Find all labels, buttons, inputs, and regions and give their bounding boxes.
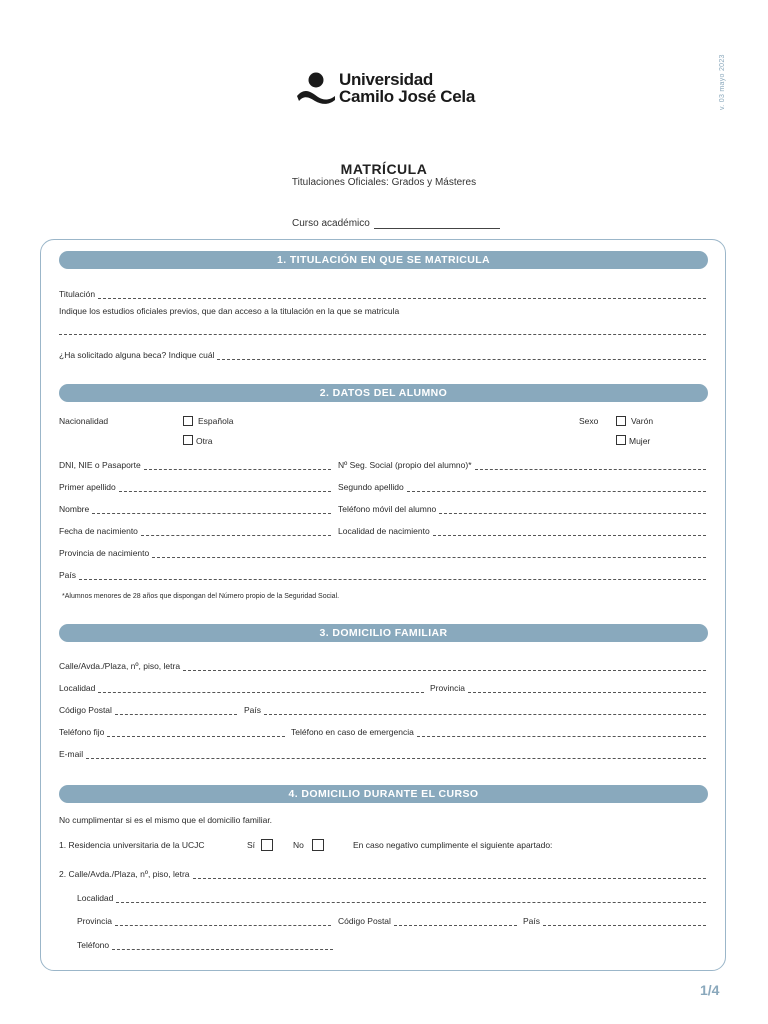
cp-curso-field[interactable] [338,914,517,926]
telefono-fijo-field[interactable] [59,725,285,737]
logo-line-1: Universidad [339,70,434,89]
provincia-nacimiento-field[interactable] [59,546,706,558]
pais-label: País [59,570,77,580]
mujer-checkbox[interactable] [616,435,626,445]
residencia-label: 1. Residencia universitaria de la UCJC [59,840,205,850]
university-logo [296,72,476,108]
varon-label: Varón [631,416,654,426]
course-label: Curso académico [292,218,370,229]
email-field[interactable] [59,747,706,759]
localidad-familiar-field[interactable] [59,681,424,693]
no-label: No [293,840,304,850]
telefono-fijo-label: Teléfono fijo [59,727,105,737]
document-subtitle: Titulaciones Oficiales: Grados y Másteres [291,177,477,188]
page-number: 1/4 [700,982,720,998]
dni-field[interactable] [59,458,331,470]
nombre-field[interactable] [59,502,331,514]
aviso-label: No cumplimentar si es el mismo que el domicilio familiar. [59,815,273,825]
section-3-header: 3. DOMICILIO FAMILIAR [59,624,708,642]
sexo-label: Sexo [579,416,599,426]
provincia-familiar-label: Provincia [430,683,465,693]
telefono-emergencia-field[interactable] [291,725,706,737]
pais-familiar-label: País [244,705,262,715]
segundo-apellido-label: Segundo apellido [338,482,404,492]
estudios-previos-line[interactable] [59,334,706,335]
no-checkbox[interactable] [312,839,324,851]
otra-label: Otra [196,436,213,446]
provincia-familiar-field[interactable] [430,681,706,693]
otra-checkbox[interactable] [183,435,193,445]
section-2-header: 2. DATOS DEL ALUMNO [59,384,708,402]
fecha-nacimiento-label: Fecha de nacimiento [59,526,138,536]
cp-curso-label: Código Postal [338,916,391,926]
document-title: MATRÍCULA [340,161,428,177]
si-checkbox[interactable] [261,839,273,851]
course-input-line[interactable] [374,216,500,229]
calle-curso-field[interactable] [59,867,706,879]
beca-field[interactable] [59,348,706,360]
si-label: Sí [247,840,256,850]
titulacion-field[interactable] [59,287,706,299]
movil-label: Teléfono móvil del alumno [338,504,437,514]
primer-apellido-label: Primer apellido [59,482,116,492]
section-4-header: 4. DOMICILIO DURANTE EL CURSO [59,785,708,803]
logo-figure-icon [296,72,336,106]
segundo-apellido-field[interactable] [338,480,706,492]
version-label: v. 03 mayo 2023 [719,54,726,110]
telefono-curso-label: Teléfono [77,940,110,950]
espanola-label: Española [198,416,234,426]
provincia-nacimiento-label: Provincia de nacimiento [59,548,150,558]
seguridad-social-note: *Alumnos menores de 28 años que dispongan del Número propio de la Seguridad Social. [62,593,340,600]
fecha-nacimiento-field[interactable] [59,524,331,536]
movil-field[interactable] [338,502,706,514]
espanola-checkbox[interactable] [183,416,193,426]
titulacion-label: Titulación [59,289,96,299]
telefono-curso-field[interactable] [77,938,333,950]
pais-field[interactable] [59,568,706,580]
provincia-curso-field[interactable] [77,914,331,926]
mujer-label: Mujer [629,436,651,446]
cp-familiar-label: Código Postal [59,705,112,715]
localidad-nacimiento-field[interactable] [338,524,706,536]
calle-curso-label: 2. Calle/Avda./Plaza, nº, piso, letra [59,869,190,879]
cp-familiar-field[interactable] [59,703,237,715]
nacionalidad-label: Nacionalidad [59,416,109,426]
course-field [292,216,500,229]
negativo-label: En caso negativo cumplimente el siguiente apartado: [353,840,553,850]
seg-social-field[interactable] [338,458,706,470]
dni-label: DNI, NIE o Pasaporte [59,460,141,470]
primer-apellido-field[interactable] [59,480,331,492]
localidad-curso-label: Localidad [77,893,114,903]
pais-curso-label: País [523,916,541,926]
localidad-nacimiento-label: Localidad de nacimiento [338,526,430,536]
seg-social-label: Nº Seg. Social (propio del alumno)* [338,460,472,470]
varon-checkbox[interactable] [616,416,626,426]
beca-label: ¿Ha solicitado alguna beca? Indique cuál [59,350,215,360]
estudios-previos-label: Indique los estudios oficiales previos, que dan acceso a la titulación en la que se matricula [59,306,400,316]
pais-curso-field[interactable] [523,914,706,926]
section-1-header: 1. TITULACIÓN EN QUE SE MATRICULA [59,251,708,269]
nombre-label: Nombre [59,504,90,514]
calle-familiar-field[interactable] [59,659,706,671]
telefono-emergencia-label: Teléfono en caso de emergencia [291,727,414,737]
email-label: E-mail [59,749,84,759]
logo-line-2: Camilo José Cela [339,87,475,106]
localidad-curso-field[interactable] [77,891,706,903]
localidad-familiar-label: Localidad [59,683,96,693]
pais-familiar-field[interactable] [244,703,706,715]
provincia-curso-label: Provincia [77,916,112,926]
calle-familiar-label: Calle/Avda./Plaza, nº, piso, letra [59,661,181,671]
